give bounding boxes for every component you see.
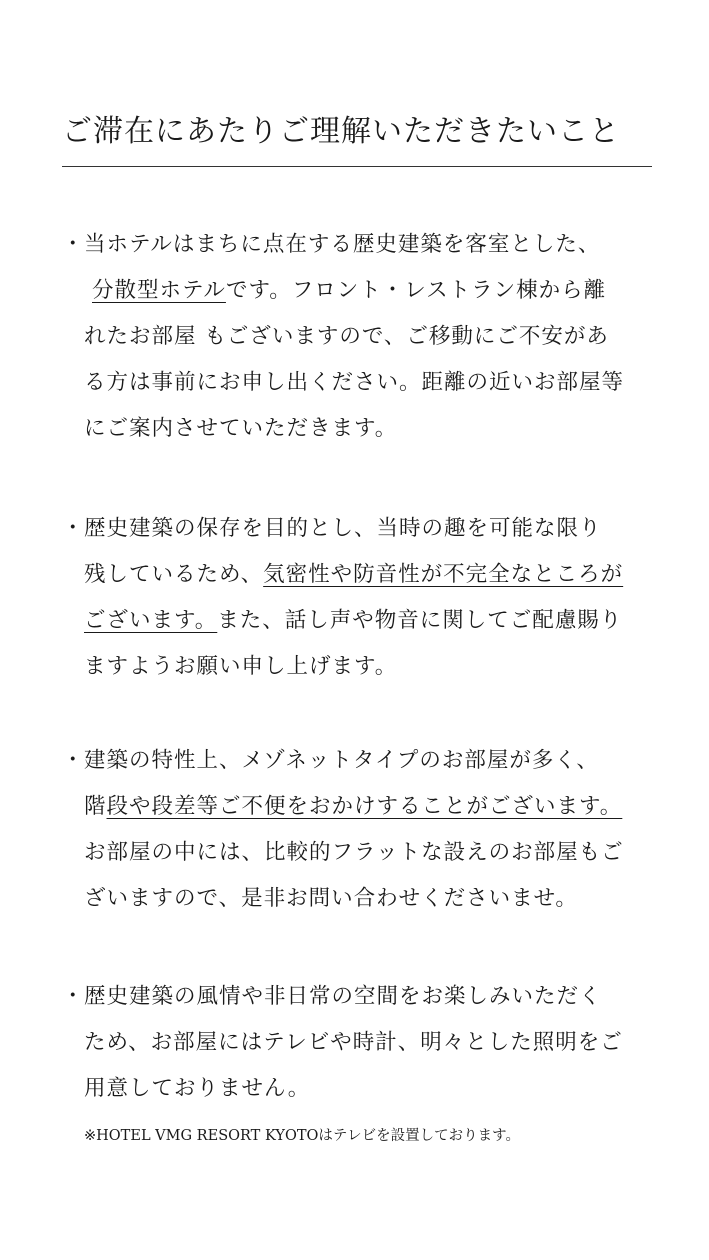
notice-item-maisonette (62, 738, 652, 922)
notice-line (62, 876, 652, 922)
notice-line (62, 406, 652, 452)
underlined-text: 分散型ホテル (92, 278, 226, 303)
bullet-icon: ・ (62, 232, 85, 257)
underlined-text: 段や段差等ご不便をおかけすることがございます。 (106, 794, 623, 819)
notice-line (62, 222, 652, 268)
notice-text: にご案内させていただきます。 (84, 416, 398, 441)
notice-line (62, 644, 652, 690)
notice-line (62, 552, 652, 598)
notice-line (62, 598, 652, 644)
notice-line (62, 738, 652, 784)
notice-text: 当ホテルはまちに点在する歴史建築を客室とした、 (84, 232, 601, 257)
notice-line (62, 1066, 652, 1112)
footnote: ※HOTEL VMG RESORT KYOTOはテレビを設置しております。 (84, 1128, 520, 1144)
notice-text: 歴史建築の保存を目的とし、当時の趣を可能な限り (84, 516, 602, 541)
notice-line (62, 268, 652, 314)
notice-line (62, 506, 652, 552)
notice-text: れたお部屋 もございますので、ご移動にご不安があ (84, 324, 609, 349)
notice-text: ますようお願い申し上げます。 (84, 654, 398, 679)
notice-item-scattered-hotel (62, 222, 652, 452)
notice-text: 用意しておりません。 (84, 1076, 311, 1101)
notice-item-no-tv (62, 974, 652, 1112)
notice-text: お部屋の中には、比較的フラットな設えのお部屋もご (84, 840, 624, 865)
notice-item-historic-building (62, 506, 652, 690)
title-divider (62, 166, 652, 167)
notice-line (62, 830, 652, 876)
notice-text: また、話し声や物音に関してご配慮賜り (217, 608, 623, 633)
notice-line (62, 360, 652, 406)
underlined-text: ございます。 (84, 608, 218, 633)
notice-text: 建築の特性上、メゾネットタイプのお部屋が多く、 (84, 748, 599, 773)
page-title: ご滞在にあたりご理解いただきたいこと (62, 114, 620, 149)
notice-line (62, 784, 652, 830)
notice-text: ざいますので、是非お問い合わせくださいませ。 (84, 886, 578, 911)
notice-text: ため、お部屋にはテレビや時計、明々とした照明をご (84, 1030, 623, 1055)
notice-line (62, 1020, 652, 1066)
bullet-icon: ・ (62, 984, 85, 1009)
bullet-icon: ・ (62, 516, 85, 541)
bullet-icon: ・ (62, 748, 85, 773)
underlined-text: 気密性や防音性が不完全なところが (263, 562, 624, 587)
notice-text: 残しているため、 (84, 562, 264, 587)
notice-line (62, 974, 652, 1020)
notice-text: 歴史建築の風情や非日常の空間をお楽しみいただく (84, 984, 602, 1009)
notice-line (62, 314, 652, 360)
notice-text: です。フロント・レストラン棟から離 (225, 278, 607, 303)
notice-text: 階 (84, 794, 107, 819)
notice-text: る方は事前にお申し出ください。距離の近いお部屋等 (84, 370, 625, 395)
